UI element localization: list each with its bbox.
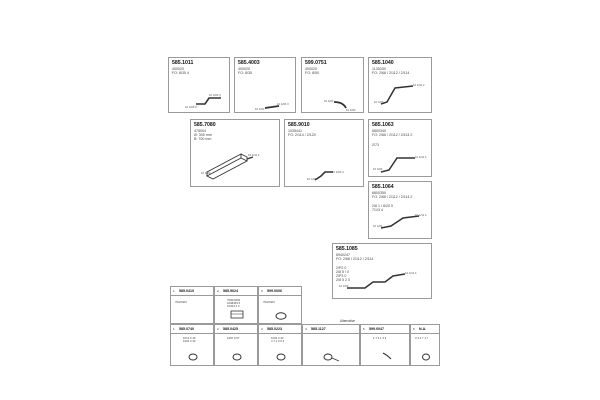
dimension-label: 10 4/00 — [307, 177, 317, 181]
muffler-drawing — [191, 120, 281, 188]
part-fitment: FO: 2/66 / 2/112 / 2/114 — [336, 257, 374, 261]
part-length: B: 700 mm — [194, 137, 212, 141]
dimension-label: 10 4/00 2 — [185, 105, 197, 109]
part-note: 2/8 5 2 0 — [336, 278, 350, 282]
part-number: 1004 4 33 — [271, 336, 284, 340]
part-fitment: FO: 2/114 / 2/120 — [288, 133, 316, 137]
part-number: 7000/0463 — [227, 298, 241, 302]
part-number: 10024 4 3 — [227, 304, 240, 308]
part-code: 585.0740 — [179, 327, 194, 331]
part-number: 1087 0 67 — [227, 336, 240, 340]
part-number: 6800350 — [372, 191, 386, 195]
part-note: 2/73 — [372, 143, 379, 147]
part-code: 599.0006 — [267, 289, 282, 293]
part-diameter: Ø: 305 mm — [194, 133, 212, 137]
dimension-label: 10 4/00 3 — [277, 102, 289, 106]
part-card-585-1085 — [332, 243, 432, 299]
accessory-card-585-0425 — [214, 324, 258, 366]
part-card-585-1011 — [168, 57, 230, 113]
part-number: 6940247 — [336, 253, 350, 257]
item-index: 6 — [413, 327, 415, 331]
part-note: 2/8 1 / 8/20 0 — [372, 204, 393, 208]
part-code: 585.1127 — [311, 327, 326, 331]
dimension-label: 10 4/00 — [339, 284, 349, 288]
item-index: 2 — [217, 327, 219, 331]
part-note: 2/P3 0 — [336, 274, 347, 278]
dimension-label: 10 4/11 2 — [248, 153, 260, 157]
part-fitment: FO: 8/35 — [238, 71, 252, 75]
dimension-label: 10 4/00 — [346, 108, 356, 112]
gasket-drawing — [171, 325, 215, 367]
part-fitment: FO: 2/66 / 2/112 / 2/114 — [372, 71, 410, 75]
part-fitment: FO: 2/66 / 2/112 / 2/114 2 — [372, 195, 413, 199]
part-number: 1004 4 33 — [183, 339, 196, 343]
part-number: 3 3 4 7 1 7 — [415, 336, 429, 340]
dimension-label: 10 4/11 2 — [413, 83, 425, 87]
part-card-585-4003 — [234, 57, 296, 113]
dimension-label: 10 4/00 — [201, 171, 211, 175]
part-code: 585.1040 — [372, 60, 394, 66]
part-card-585-7080 — [190, 119, 280, 187]
accessory-card-599-0006 — [258, 286, 302, 324]
accessory-card-599-0047 — [360, 324, 410, 366]
accessory-card-na — [410, 324, 440, 366]
part-number: 475004 — [194, 129, 206, 133]
clamp-drawing — [361, 325, 411, 367]
exhaust-pipe-drawing — [333, 244, 433, 300]
gasket-drawing — [215, 325, 259, 367]
gasket-drawing — [259, 325, 303, 367]
part-note: 2/P2 0 — [336, 266, 347, 270]
part-number: 1035441 — [288, 129, 302, 133]
exhaust-pipe-drawing — [302, 58, 365, 114]
part-number: 4 7 1 0 0 3 — [271, 339, 285, 343]
accessory-card-585-0223 — [258, 324, 302, 366]
part-fitment: FO: 8/35 4 — [172, 71, 189, 75]
alternative-label: Alternative — [340, 319, 356, 323]
part-code: 585.7080 — [194, 122, 216, 128]
part-note: 7/1/3 4 — [372, 208, 383, 212]
clamp-drawing — [215, 287, 259, 325]
accessory-card-599-9024 — [214, 286, 258, 324]
item-index: 5 — [363, 327, 365, 331]
part-code: 585.1085 — [336, 246, 358, 252]
part-code: 585.0223 — [267, 327, 282, 331]
exhaust-pipe-drawing — [285, 120, 365, 188]
dimension-label: 10 4/00 — [373, 167, 383, 171]
part-code: 585.9024 — [223, 289, 238, 293]
dimension-label: 10 4/00 4 — [332, 170, 344, 174]
item-index: 1 — [173, 289, 175, 293]
part-fitment: FO: 2/66 / 2/112 / 2/114 2 — [372, 133, 413, 137]
exhaust-pipe-drawing — [369, 182, 433, 240]
part-number: 1135330 — [372, 67, 386, 71]
exhaust-pipe-drawing — [169, 58, 231, 114]
part-card-599-0751 — [301, 57, 364, 113]
dimension-label: 10 4/00 — [255, 107, 265, 111]
part-number: 700/0463 — [175, 300, 187, 304]
part-code: 599.0751 — [305, 60, 327, 66]
part-card-585-9010 — [284, 119, 364, 187]
part-code: 585.1011 — [172, 60, 194, 66]
accessory-card-585-0410 — [170, 286, 214, 324]
part-code: 585.0410 — [179, 289, 194, 293]
part-number: 400020 — [238, 67, 250, 71]
part-number: 700/0463 — [263, 300, 275, 304]
part-card-585-1064 — [368, 181, 432, 239]
part-code: 585.9010 — [288, 122, 310, 128]
item-index: 2 — [217, 289, 219, 293]
item-index: 4 — [305, 327, 307, 331]
item-index: 3 — [261, 289, 263, 293]
part-number: 1012 3 46 — [183, 336, 196, 340]
dimension-label: 10 4/00 — [373, 224, 383, 228]
part-number: 400020 — [172, 67, 184, 71]
part-code: 585.1064 — [372, 184, 394, 190]
part-code: 585.4003 — [238, 60, 260, 66]
part-code: 585.0425 — [223, 327, 238, 331]
accessory-card-585-0740 — [170, 324, 214, 366]
part-card-585-1063 — [368, 119, 432, 177]
hanger-drawing — [259, 287, 303, 325]
part-number: 400020 — [305, 67, 317, 71]
part-code: 585.1063 — [372, 122, 394, 128]
repair-kit-drawing — [303, 325, 361, 367]
dimension-label: 10 4/11 4 — [415, 155, 427, 159]
dimension-label: 10 4/00 3 — [209, 93, 221, 97]
dimension-label: 10 4/00 — [374, 100, 384, 104]
part-card-585-1040 — [368, 57, 432, 113]
dimension-label: 10 4/11 4 — [415, 213, 427, 217]
accessory-card-585-1127 — [302, 324, 360, 366]
part-number: 1008463 5 — [227, 301, 241, 305]
part-code: 599.0047 — [369, 327, 384, 331]
gasket-drawing — [411, 325, 441, 367]
part-fitment: FO: 8/50 — [305, 71, 319, 75]
item-index: 3 — [261, 327, 263, 331]
part-number: 1 7 3 1 3 3 — [373, 336, 387, 340]
dimension-label: 10 4/00 — [324, 99, 334, 103]
dimension-label: 10 4/11 4 — [405, 271, 417, 275]
part-code: N.A. — [419, 327, 427, 331]
part-note: 2/8 5 / 0 — [336, 270, 349, 274]
part-number: 6800340 — [372, 129, 386, 133]
item-index: 1 — [173, 327, 175, 331]
